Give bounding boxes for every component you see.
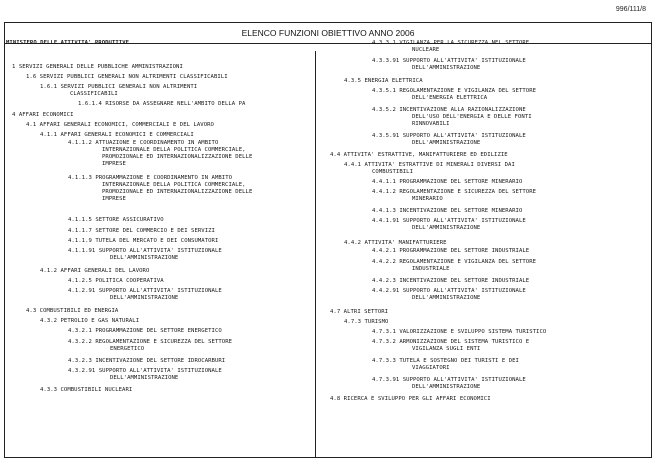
function-entry: VIGILANZA SUGLI ENTI xyxy=(412,346,481,352)
function-entry: 4.7.3 TURISMO xyxy=(344,319,389,325)
function-entry: DELL'AMMINISTRAZIONE xyxy=(412,384,481,390)
function-entry: 4.1.1.5 SETTORE ASSICURATIVO xyxy=(68,217,164,223)
function-entry: DELL'USO DELL'ENERGIA E DELLE FONTI xyxy=(412,114,532,120)
function-entry: PROMOZIONALE ED INTERNAZIONALIZZAZIONE DELLE xyxy=(102,189,253,195)
function-entry: INTERNAZIONALE DELLA POLITICA COMMERCIALE, xyxy=(102,147,246,153)
function-entry: DELL'AMMINISTRAZIONE xyxy=(412,140,481,146)
function-entry: 4.1.2.91 SUPPORTO ALL'ATTIVITA' ISTITUZIONALE xyxy=(68,288,222,294)
function-entry: 4.1.1.91 SUPPORTO ALL'ATTIVITA' ISTITUZIONALE xyxy=(68,248,222,254)
function-entry: 4.7.3.1 VALORIZZAZIONE E SVILUPPO SISTEMA TURISTICO xyxy=(372,329,547,335)
function-entry: 4 AFFARI ECONOMICI xyxy=(12,112,74,118)
function-entry: 1.6 SERVIZI PUBBLICI GENERALI NON ALTRIMENTI CLASSIFICABILI xyxy=(26,74,228,80)
function-entry: ENERGETICO xyxy=(110,346,145,352)
function-entry: 4.3.5 ENERGIA ELETTRICA xyxy=(344,78,423,84)
function-entry: DELL'AMMINISTRAZIONE xyxy=(412,295,481,301)
function-entry: 4.4.2.1 PROGRAMMAZIONE DEL SETTORE INDUSTRIALE xyxy=(372,248,530,254)
function-entry: VIAGGIATORI xyxy=(412,365,450,371)
function-entry: RINNOVABILI xyxy=(412,121,450,127)
function-entry: 4.3.2.91 SUPPORTO ALL'ATTIVITA' ISTITUZIONALE xyxy=(68,368,222,374)
column-divider xyxy=(315,51,316,457)
function-entry: MINISTERO DELLE ATTIVITA' PRODUTTIVE xyxy=(6,40,130,46)
function-entry: 4.1.2.5 POLITICA COOPERATIVA xyxy=(68,278,164,284)
function-entry: DELL'AMMINISTRAZIONE xyxy=(110,255,179,261)
function-entry: 4.7.3.3 TUTELA E SOSTEGNO DEI TURISTI E DEI xyxy=(372,358,519,364)
function-entry: 4.4.1.1 PROGRAMMAZIONE DEL SETTORE MINERARIO xyxy=(372,179,523,185)
function-entry: 4.4.1.2 REGOLAMENTAZIONE E SICUREZZA DEL SETTORE xyxy=(372,189,537,195)
function-entry: IMPRESE xyxy=(102,161,126,167)
document-reference: 996/111/8 xyxy=(615,6,646,13)
function-entry: 1.6.1 SERVIZI PUBBLICI GENERALI NON ALTRIMENTI xyxy=(40,84,198,90)
function-entry: 4.4.2.3 INCENTIVAZIONE DEL SETTORE INDUSTRIALE xyxy=(372,278,530,284)
function-entry: DELL'ENERGIA ELETTRICA xyxy=(412,95,488,101)
function-entry: 4.3.2.3 INCENTIVAZIONE DEL SETTORE IDROCARBURI xyxy=(68,358,226,364)
function-entry: 4.3.3 COMBUSTIBILI NUCLEARI xyxy=(40,387,133,393)
function-entry: DELL'AMMINISTRAZIONE xyxy=(412,65,481,71)
function-entry: 4.1.1.2 ATTUAZIONE E COORDINAMENTO IN AMBITO xyxy=(68,140,219,146)
function-entry: IMPRESE xyxy=(102,196,126,202)
page-title: ELENCO FUNZIONI OBIETTIVO ANNO 2006 xyxy=(5,23,651,44)
function-entry: 4.1.2 AFFARI GENERALI DEL LAVORO xyxy=(40,268,150,274)
function-entry: 4.3.5.91 SUPPORTO ALL'ATTIVITA' ISTITUZIONALE xyxy=(372,133,526,139)
function-entry: 1.6.1.4 RISORSE DA ASSEGNARE NELL'AMBITO DELLA PA xyxy=(78,101,246,107)
function-entry: 4.4.1.3 INCENTIVAZIONE DEL SETTORE MINERARIO xyxy=(372,208,523,214)
function-entry: 4.1.1.3 PROGRAMMAZIONE E COORDINAMENTO IN AMBITO xyxy=(68,175,233,181)
function-entry: 4.8 RICERCA E SVILUPPO PER GLI AFFARI ECONOMICI xyxy=(330,396,491,402)
function-entry: 4.4.2 ATTIVITA' MANIFATTURIERE xyxy=(344,240,447,246)
function-entry: 4.1.1.9 TUTELA DEL MERCATO E DEI CONSUMATORI xyxy=(68,238,219,244)
function-entry: 4.3.5.1 REGOLAMENTAZIONE E VIGILANZA DEL SETTORE xyxy=(372,88,537,94)
function-entry: 1 SERVIZI GENERALI DELLE PUBBLICHE AMMINISTRAZIONI xyxy=(12,64,183,70)
function-entry: INTERNAZIONALE DELLA POLITICA COMMERCIALE, xyxy=(102,182,246,188)
function-entry: MINERARIO xyxy=(412,196,443,202)
function-entry: CLASSIFICABILI xyxy=(70,91,118,97)
function-entry: DELL'AMMINISTRAZIONE xyxy=(110,295,179,301)
function-entry: 4.4.1 ATTIVITA' ESTRATTIVE DI MINERALI DIVERSI DAI xyxy=(344,162,515,168)
function-entry: COMBUSTIBILI xyxy=(372,169,414,175)
function-entry: 4.3.5.2 INCENTIVAZIONE ALLA RAZIONALIZZAZIONE xyxy=(372,107,526,113)
function-entry: 4.1.1.7 SETTORE DEL COMMERCIO E DEI SERVIZI xyxy=(68,228,215,234)
function-entry: 4.7.3.91 SUPPORTO ALL'ATTIVITA' ISTITUZIONALE xyxy=(372,377,526,383)
function-entry: 4.4.1.91 SUPPORTO ALL'ATTIVITA' ISTITUZIONALE xyxy=(372,218,526,224)
function-entry: 4.3 COMBUSTIBILI ED ENERGIA xyxy=(26,308,119,314)
function-entry: PROMOZIONALE ED INTERNAZIONALIZZAZIONE DELLE xyxy=(102,154,253,160)
function-entry: NUCLEARE xyxy=(412,47,440,53)
function-entry: DELL'AMMINISTRAZIONE xyxy=(412,225,481,231)
function-entry: 4.7 ALTRI SETTORI xyxy=(330,309,389,315)
function-entry: 4.3.3.91 SUPPORTO ALL'ATTIVITA' ISTITUZIONALE xyxy=(372,58,526,64)
function-entry: 4.3.2 PETROLIO E GAS NATURALI xyxy=(40,318,140,324)
function-entry: 4.3.2.1 PROGRAMMAZIONE DEL SETTORE ENERGETICO xyxy=(68,328,222,334)
function-entry: 4.1.1 AFFARI GENERALI ECONOMICI E COMMERCIALI xyxy=(40,132,194,138)
function-entry: 4.3.3.1 VIGILANZA PER LA SICUREZZA NEL SETTORE xyxy=(372,40,530,46)
function-entry: DELL'AMMINISTRAZIONE xyxy=(110,375,179,381)
function-entry: INDUSTRIALE xyxy=(412,266,450,272)
function-entry: 4.4.2.2 REGOLAMENTAZIONE E VIGILANZA DEL SETTORE xyxy=(372,259,537,265)
function-entry: 4.4 ATTIVITA' ESTRATTIVE, MANIFATTURIERE ED EDILIZIE xyxy=(330,152,508,158)
function-entry: 4.4.2.91 SUPPORTO ALL'ATTIVITA' ISTITUZIONALE xyxy=(372,288,526,294)
function-entry: 4.7.3.2 ARMONIZZAZIONE DEL SISTEMA TURISTICO E xyxy=(372,339,530,345)
function-entry: 4.1 AFFARI GENERALI ECONOMICI, COMMERCIALI E DEL LAVORO xyxy=(26,122,214,128)
function-entry: 4.3.2.2 REGOLAMENTAZIONE E SICUREZZA DEL SETTORE xyxy=(68,339,233,345)
